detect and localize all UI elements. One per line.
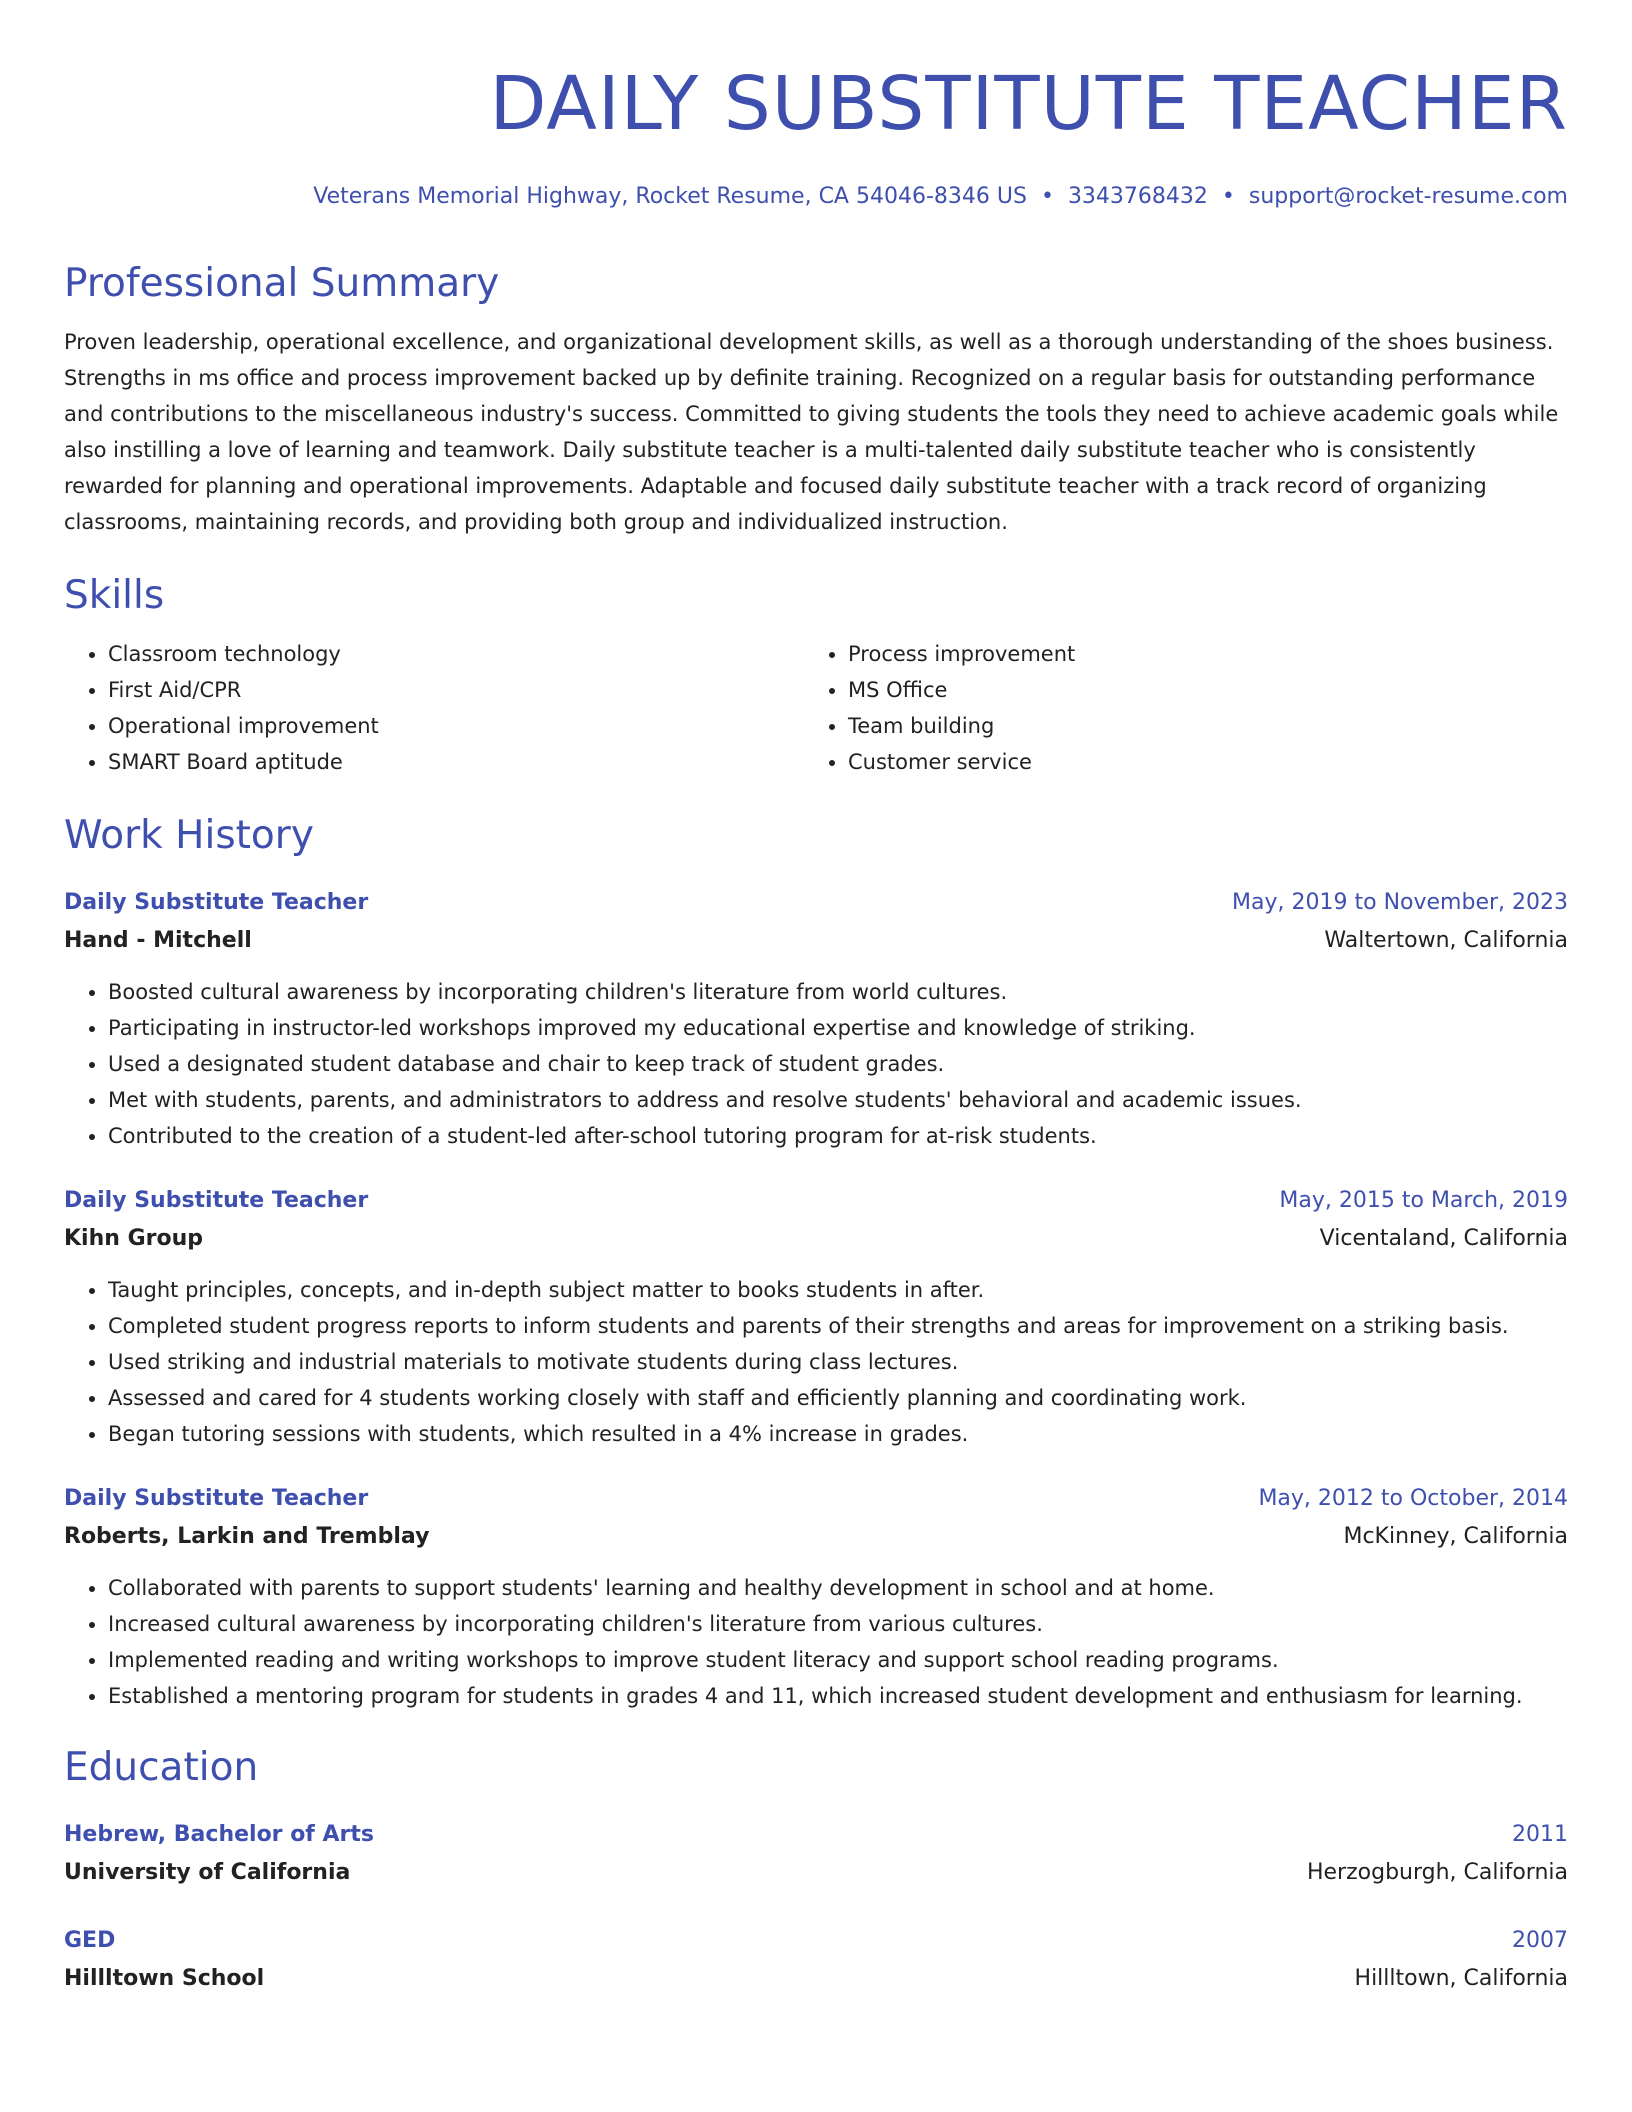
contact-phone: 3343768432 — [1067, 184, 1208, 209]
job-bullet: • Increased cultural awareness by incorporating children's literature from various cultures. — [108, 1606, 1568, 1642]
contact-address: Veterans Memorial Highway, Rocket Resume, CA 54046-8346 US — [313, 184, 1027, 209]
job-company: Kihn Group — [64, 1226, 204, 1251]
education-entry — [64, 1816, 1568, 1892]
education-year: 2011 — [1512, 1822, 1568, 1847]
job-entry — [64, 1182, 1568, 1452]
job-bullet: • Assessed and cared for 4 students working closely with staff and efficiently planning and coordinating work. — [108, 1380, 1568, 1416]
job-title-row — [64, 1182, 1568, 1220]
education-school-row — [64, 1854, 1568, 1892]
resume-header — [64, 48, 1568, 214]
job-company-row — [64, 1220, 1568, 1258]
skills-section — [64, 570, 1568, 780]
job-bullet: • Began tutoring sessions with students, which resulted in a 4% increase in grades. — [108, 1416, 1568, 1452]
education-school-row — [64, 1960, 1568, 1998]
job-bullets — [64, 1570, 1568, 1714]
skills-list-left — [64, 636, 804, 780]
skill-item: • Team building — [848, 708, 1544, 744]
skills-heading: Skills — [64, 573, 165, 618]
education-entry — [64, 1922, 1568, 1998]
job-bullet: • Met with students, parents, and administrators to address and resolve students' behavioral and academic issues. — [108, 1082, 1568, 1118]
education-section — [64, 1742, 1568, 1998]
job-bullet: • Collaborated with parents to support students' learning and healthy development in school and at home. — [108, 1570, 1568, 1606]
education-year: 2007 — [1512, 1928, 1568, 1953]
education-degree: GED — [64, 1928, 116, 1953]
skills-list-right — [804, 636, 1544, 780]
job-role: Daily Substitute Teacher — [64, 1188, 369, 1213]
education-degree-row — [64, 1922, 1568, 1960]
job-company: Hand - Mitchell — [64, 928, 252, 953]
job-entry — [64, 1480, 1568, 1714]
job-role: Daily Substitute Teacher — [64, 1486, 369, 1511]
job-dates: May, 2015 to March, 2019 — [1279, 1188, 1568, 1213]
job-bullets — [64, 1272, 1568, 1452]
skill-item: • Classroom technology — [108, 636, 804, 672]
education-school: Hillltown School — [64, 1966, 265, 1991]
education-school: University of California — [64, 1860, 351, 1885]
skill-item: • First Aid/CPR — [108, 672, 804, 708]
job-bullet: • Used striking and industrial materials to motivate students during class lectures. — [108, 1344, 1568, 1380]
contact-separator: • — [1040, 184, 1054, 209]
contact-email: support@rocket-resume.com — [1248, 184, 1568, 209]
job-title-row — [64, 1480, 1568, 1518]
contact-separator: • — [1221, 184, 1235, 209]
job-bullet: • Boosted cultural awareness by incorporating children's literature from world cultures. — [108, 974, 1568, 1010]
job-bullet: • Established a mentoring program for students in grades 4 and 11, which increased student development and enthusiasm for learning. — [108, 1678, 1568, 1714]
education-degree: Hebrew, Bachelor of Arts — [64, 1822, 375, 1847]
summary-section — [64, 258, 1568, 540]
job-title-row — [64, 884, 1568, 922]
job-bullets — [64, 974, 1568, 1154]
work-history-heading: Work History — [64, 813, 314, 858]
skill-item: • Operational improvement — [108, 708, 804, 744]
skill-item: • Customer service — [848, 744, 1544, 780]
job-bullet: • Taught principles, concepts, and in-depth subject matter to books students in after. — [108, 1272, 1568, 1308]
skills-columns — [64, 636, 1568, 780]
job-bullet: • Used a designated student database and chair to keep track of student grades. — [108, 1046, 1568, 1082]
job-bullet: • Completed student progress reports to inform students and parents of their strengths and areas for improvement on a striking basis. — [108, 1308, 1568, 1344]
education-degree-row — [64, 1816, 1568, 1854]
summary-text: Proven leadership, operational excellence, and organizational development skills, as well as a thorough understanding of the shoes business. Strengths in ms office and process improvement backed up by definite training. Recognized on a regular basis for outstanding performance and contributions to the miscellaneous industry's success. Committed to giving students the tools they need to achieve academic goals while also instilling a love of learning and teamwork. Daily substitute teacher is a multi-talented daily substitute teacher who is consistently rewarded for planning and operational improvements. Adaptable and focused daily substitute teacher with a track record of organizing classrooms, maintaining records, and providing both group and individualized instruction. — [64, 330, 1559, 534]
summary-heading: Professional Summary — [64, 261, 500, 306]
education-location: Herzogburgh, California — [1306, 1860, 1568, 1885]
work-history-section — [64, 810, 1568, 1714]
job-company: Roberts, Larkin and Tremblay — [64, 1524, 430, 1549]
job-location: Vicentaland, California — [1319, 1226, 1568, 1251]
resume-title: DAILY SUBSTITUTE TEACHER — [489, 61, 1568, 147]
skill-item: • SMART Board aptitude — [108, 744, 804, 780]
job-location: McKinney, California — [1343, 1524, 1568, 1549]
job-entry — [64, 884, 1568, 1154]
skill-item: • Process improvement — [848, 636, 1544, 672]
job-company-row — [64, 1518, 1568, 1556]
job-role: Daily Substitute Teacher — [64, 890, 369, 915]
job-company-row — [64, 922, 1568, 960]
job-bullet: • Participating in instructor-led workshops improved my educational expertise and knowledge of striking. — [108, 1010, 1568, 1046]
contact-line — [64, 180, 1568, 214]
job-dates: May, 2019 to November, 2023 — [1232, 890, 1568, 915]
skill-item: • MS Office — [848, 672, 1544, 708]
job-location: Waltertown, California — [1324, 928, 1568, 953]
job-bullet: • Implemented reading and writing workshops to improve student literacy and support school reading programs. — [108, 1642, 1568, 1678]
education-heading: Education — [64, 1745, 259, 1790]
education-location: Hillltown, California — [1354, 1966, 1568, 1991]
job-bullet: • Contributed to the creation of a student-led after-school tutoring program for at-risk students. — [108, 1118, 1568, 1154]
job-dates: May, 2012 to October, 2014 — [1258, 1486, 1568, 1511]
